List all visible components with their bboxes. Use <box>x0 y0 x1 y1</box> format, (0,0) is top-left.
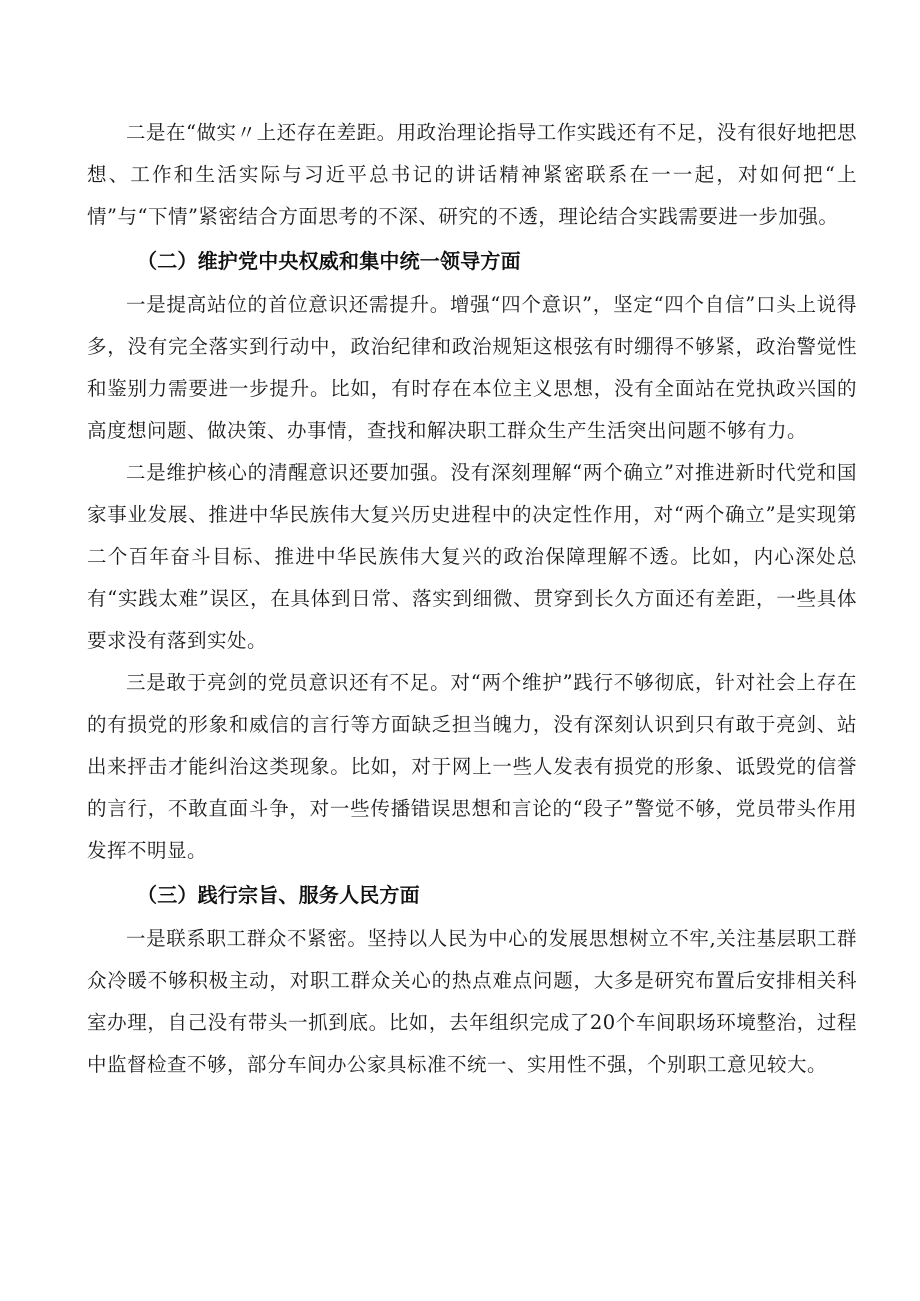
section-heading-3: （三）践行宗旨、服务人民方面 <box>137 883 420 907</box>
paragraph-practice-gap: 二是在“做实〃上还存在差距。用政治理论指导工作实践还有不足，没有很好地把思想、工作和生活实际与习近平总书记的讲话精神紧密联系在一一起，对如何把“上情”与“下情”紧密结合方面思考的不深、研究的不透，理论结合实践需要进一步加强。 <box>87 121 857 228</box>
section-heading-2: （二）维护党中央权威和集中统一领导方面 <box>137 249 521 273</box>
document-body <box>87 112 857 1086</box>
paragraph-contact-workers: 一是联系职工群众不紧密。坚持以人民为中心的发展思想树立不牢,关注基层职工群众冷暖不够积极主动，对职工群众关心的热点难点问题，大多是研究布置后安排相关科室办理，自己没有带头一抓到底。比如，去年组织完成了20个车间职场环境整治，过程中监督检查不够，部分车间办公家具标准不统一、实用性不强，个别职工意见较大。 <box>87 927 857 1076</box>
paragraph-core-awareness: 二是维护核心的清醒意识还要加强。没有深刻理解“两个确立”对推进新时代党和国家事业发展、推进中华民族伟大复兴历史进程中的决定性作用，对“两个确立”是实现第二个百年奋斗目标、推进中华民族伟大复兴的政治保障理解不透。比如，内心深处总有“实践太难”误区，在具体到日常、落实到细微、贯穿到长久方面还有差距，一些具体要求没有落到实处。 <box>87 461 857 652</box>
paragraph-party-member-awareness: 三是敢于亮剑的党员意识还有不足。对“两个维护”践行不够彻底，针对社会上存在的有损党的形象和威信的言行等方面缺乏担当魄力，没有深刻认识到只有敢于亮剑、站出来抨击才能纠治这类现象。比如，对于网上一些人发表有损党的形象、诋毁党的信誉的言行，不敢直面斗争，对一些传播错误思想和言论的“段子”警觉不够，党员带头作用发挥不明显。 <box>87 671 857 862</box>
paragraph-position-awareness: 一是提高站位的首位意识还需提升。增强“四个意识”，坚定“四个自信”口头上说得多，没有完全落实到行动中，政治纪律和政治规矩这根弦有时绷得不够紧，政治警觉性和鉴别力需要进一步提升。比如，有时存在本位主义思想，没有全面站在党执政兴国的高度想问题、做决策、办事情，查找和解决职工群众生产生活突出问题不够有力。 <box>87 293 857 442</box>
